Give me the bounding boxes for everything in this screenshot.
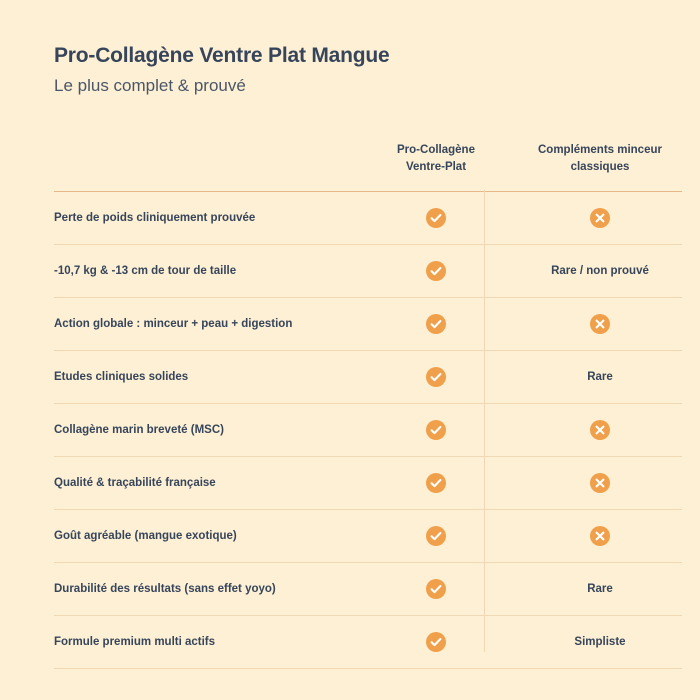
check-circle-icon bbox=[426, 314, 446, 334]
product-cell bbox=[354, 245, 518, 298]
competitor-cell-text: Rare / non prouvé bbox=[551, 265, 649, 278]
feature-label: Goût agréable (mangue exotique) bbox=[54, 510, 354, 563]
table-row bbox=[54, 616, 682, 669]
check-circle-icon bbox=[426, 261, 446, 281]
check-circle-icon bbox=[426, 208, 446, 228]
product-cell bbox=[354, 351, 518, 404]
feature-label: -10,7 kg & -13 cm de tour de taille bbox=[54, 245, 354, 298]
check-circle-icon bbox=[426, 473, 446, 493]
competitor-cell-text: Rare bbox=[587, 371, 613, 384]
check-circle-icon bbox=[426, 579, 446, 599]
table-row bbox=[54, 245, 682, 298]
feature-label: Durabilité des résultats (sans effet yoyo) bbox=[54, 563, 354, 616]
competitor-cell bbox=[518, 298, 682, 351]
table-row bbox=[54, 457, 682, 510]
cross-circle-icon bbox=[590, 420, 610, 440]
check-circle-icon bbox=[426, 367, 446, 387]
column-header-competitors-line2: classiques bbox=[570, 160, 630, 173]
column-header-product-line1: Pro-Collagène bbox=[397, 144, 475, 156]
product-cell bbox=[354, 298, 518, 351]
column-header-competitors bbox=[518, 142, 682, 192]
feature-label: Perte de poids cliniquement prouvée bbox=[54, 192, 354, 245]
competitor-cell bbox=[518, 351, 682, 404]
feature-label: Formule premium multi actifs bbox=[54, 616, 354, 669]
cross-circle-icon bbox=[590, 208, 610, 228]
table-row bbox=[54, 298, 682, 351]
product-cell bbox=[354, 616, 518, 669]
product-cell bbox=[354, 563, 518, 616]
cross-circle-icon bbox=[590, 526, 610, 546]
table-row bbox=[54, 192, 682, 245]
table-row bbox=[54, 404, 682, 457]
table-row bbox=[54, 510, 682, 563]
page-subtitle: Le plus complet & prouvé bbox=[54, 76, 246, 95]
competitor-cell bbox=[518, 510, 682, 563]
column-header-competitors-line1: Compléments minceur bbox=[538, 144, 662, 156]
column-header-product-line2: Ventre-Plat bbox=[405, 160, 467, 173]
product-cell bbox=[354, 457, 518, 510]
check-circle-icon bbox=[426, 632, 446, 652]
check-circle-icon bbox=[426, 420, 446, 440]
column-header-feature bbox=[54, 142, 354, 192]
table-row bbox=[54, 563, 682, 616]
competitor-cell bbox=[518, 404, 682, 457]
table-row bbox=[54, 351, 682, 404]
cross-circle-icon bbox=[590, 473, 610, 493]
competitor-cell bbox=[518, 616, 682, 669]
competitor-cell bbox=[518, 563, 682, 616]
column-header-product bbox=[354, 142, 518, 192]
feature-label: Qualité & traçabilité française bbox=[54, 457, 354, 510]
column-divider bbox=[484, 190, 485, 652]
table-header bbox=[54, 142, 682, 192]
competitor-cell-text: Simpliste bbox=[574, 636, 626, 649]
competitor-cell bbox=[518, 192, 682, 245]
comparison-table bbox=[54, 142, 682, 669]
product-cell bbox=[354, 404, 518, 457]
page-title: Pro-Collagène Ventre Plat Mangue bbox=[54, 44, 390, 67]
competitor-cell bbox=[518, 457, 682, 510]
product-cell bbox=[354, 510, 518, 563]
product-cell bbox=[354, 192, 518, 245]
check-circle-icon bbox=[426, 526, 446, 546]
feature-label: Etudes cliniques solides bbox=[54, 351, 354, 404]
competitor-cell bbox=[518, 245, 682, 298]
feature-label: Collagène marin breveté (MSC) bbox=[54, 404, 354, 457]
table-header-row bbox=[54, 142, 682, 192]
competitor-cell-text: Rare bbox=[587, 583, 613, 596]
table-body bbox=[54, 192, 682, 669]
cross-circle-icon bbox=[590, 314, 610, 334]
feature-label: Action globale : minceur + peau + digestion bbox=[54, 298, 354, 351]
